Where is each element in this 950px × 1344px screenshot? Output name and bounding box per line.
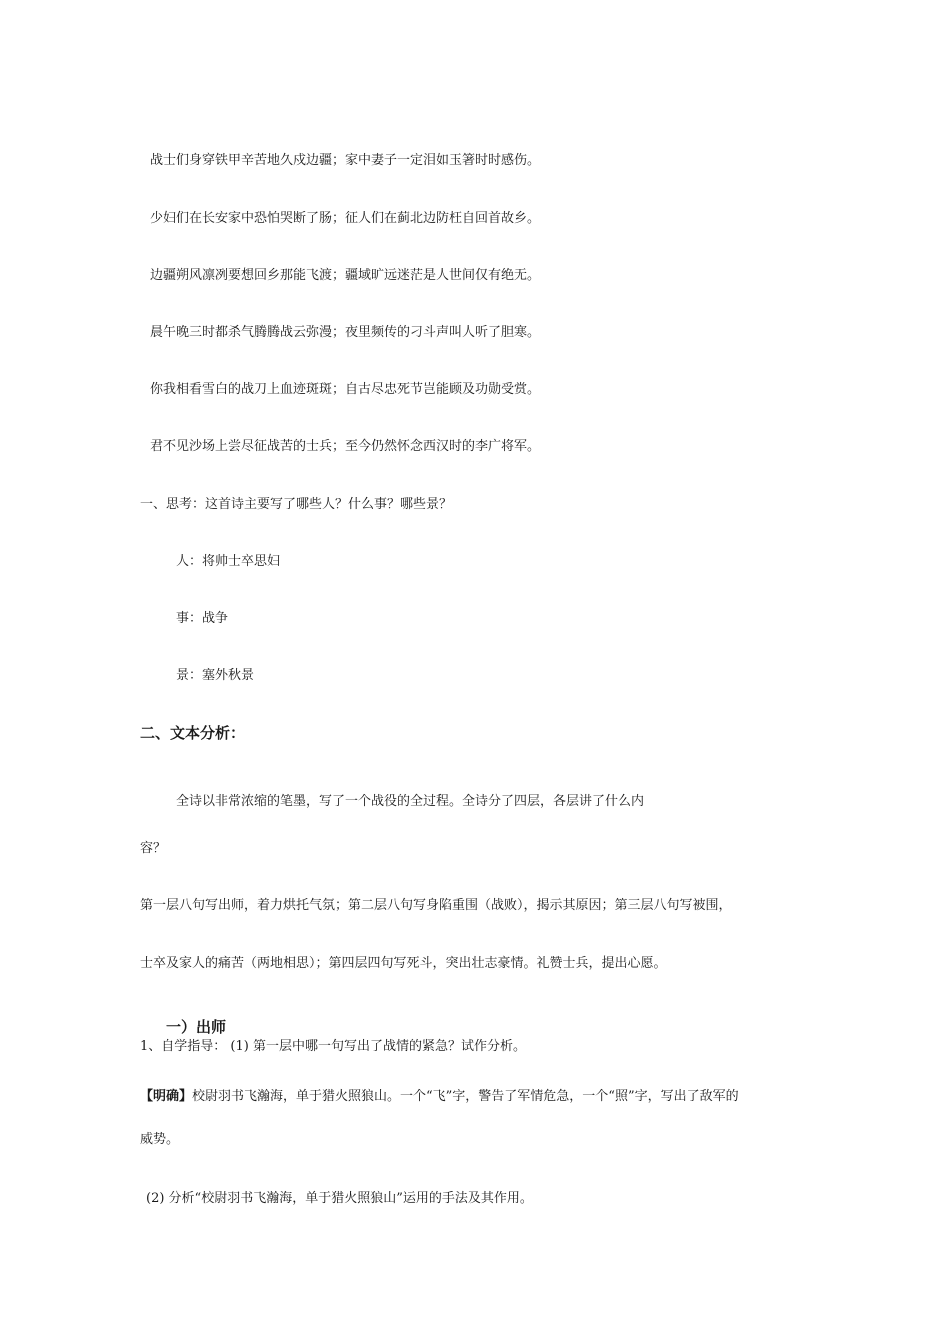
translation-line-6: 君不见沙场上尝尽征战苦的士兵；至今仍然怀念西汉时的李广将军。: [150, 439, 541, 454]
section2-intro-line1: 全诗以非常浓缩的笔墨，写了一个战役的全过程。全诗分了四层，各层讲了什么内: [176, 794, 645, 809]
translation-line-4: 晨午晚三时都杀气腾腾战云弥漫；夜里频传的刁斗声叫人听了胆寒。: [150, 325, 541, 340]
section2-layers-line2: 士卒及家人的痛苦（两地相思）；第四层四句写死斗，突出壮志豪情。礼赞士兵，提出心愿。: [140, 956, 667, 971]
part1-question2: (2) 分析“校尉羽书飞瀚海，单于猎火照狼山”运用的手法及其作用。: [146, 1191, 533, 1206]
part1-answer-line1: [140, 1088, 739, 1106]
translation-line-2: 少妇们在长安家中恐怕哭断了肠；征人们在蓟北边防枉自回首故乡。: [150, 211, 541, 226]
part1-answer-line2: 威势。: [140, 1132, 180, 1147]
answer-people: 人：将帅士卒思妇: [176, 554, 281, 569]
translation-line-1: 战士们身穿铁甲辛苦地久戍边疆；家中妻子一定泪如玉箸时时感伤。: [150, 153, 541, 168]
section2-intro-line2: 容？: [140, 841, 167, 856]
part1-heading: 一）出师: [166, 1018, 227, 1036]
answer-event: 事：战争: [176, 611, 229, 626]
translation-line-5: 你我相看雪白的战刀上血迹斑斑；自古尽忠死节岂能顾及功勋受赏。: [150, 382, 541, 397]
section2-layers-line1: 第一层八句写出师，着力烘托气氛；第二层八句写身陷重围（战败），揭示其原因；第三层八句写被围，: [140, 898, 732, 913]
section1-question: 一、思考：这首诗主要写了哪些人？什么事？哪些景？: [140, 497, 453, 512]
part1-guide: 1、自学指导： (1) 第一层中哪一句写出了战情的紧急？试作分析。: [140, 1039, 526, 1054]
answer-tag: 【明确】: [140, 1089, 193, 1104]
translation-line-3: 边疆朔风凛冽要想回乡那能飞渡；疆域旷远迷茫是人世间仅有绝无。: [150, 268, 541, 283]
answer-scenery: 景：塞外秋景: [176, 668, 255, 683]
answer-text: 校尉羽书飞瀚海，单于猎火照狼山。一个“飞”字，警告了军情危急，一个“照”字，写出了敌军的: [192, 1089, 739, 1104]
section2-heading: 二、文本分析：: [140, 724, 246, 742]
